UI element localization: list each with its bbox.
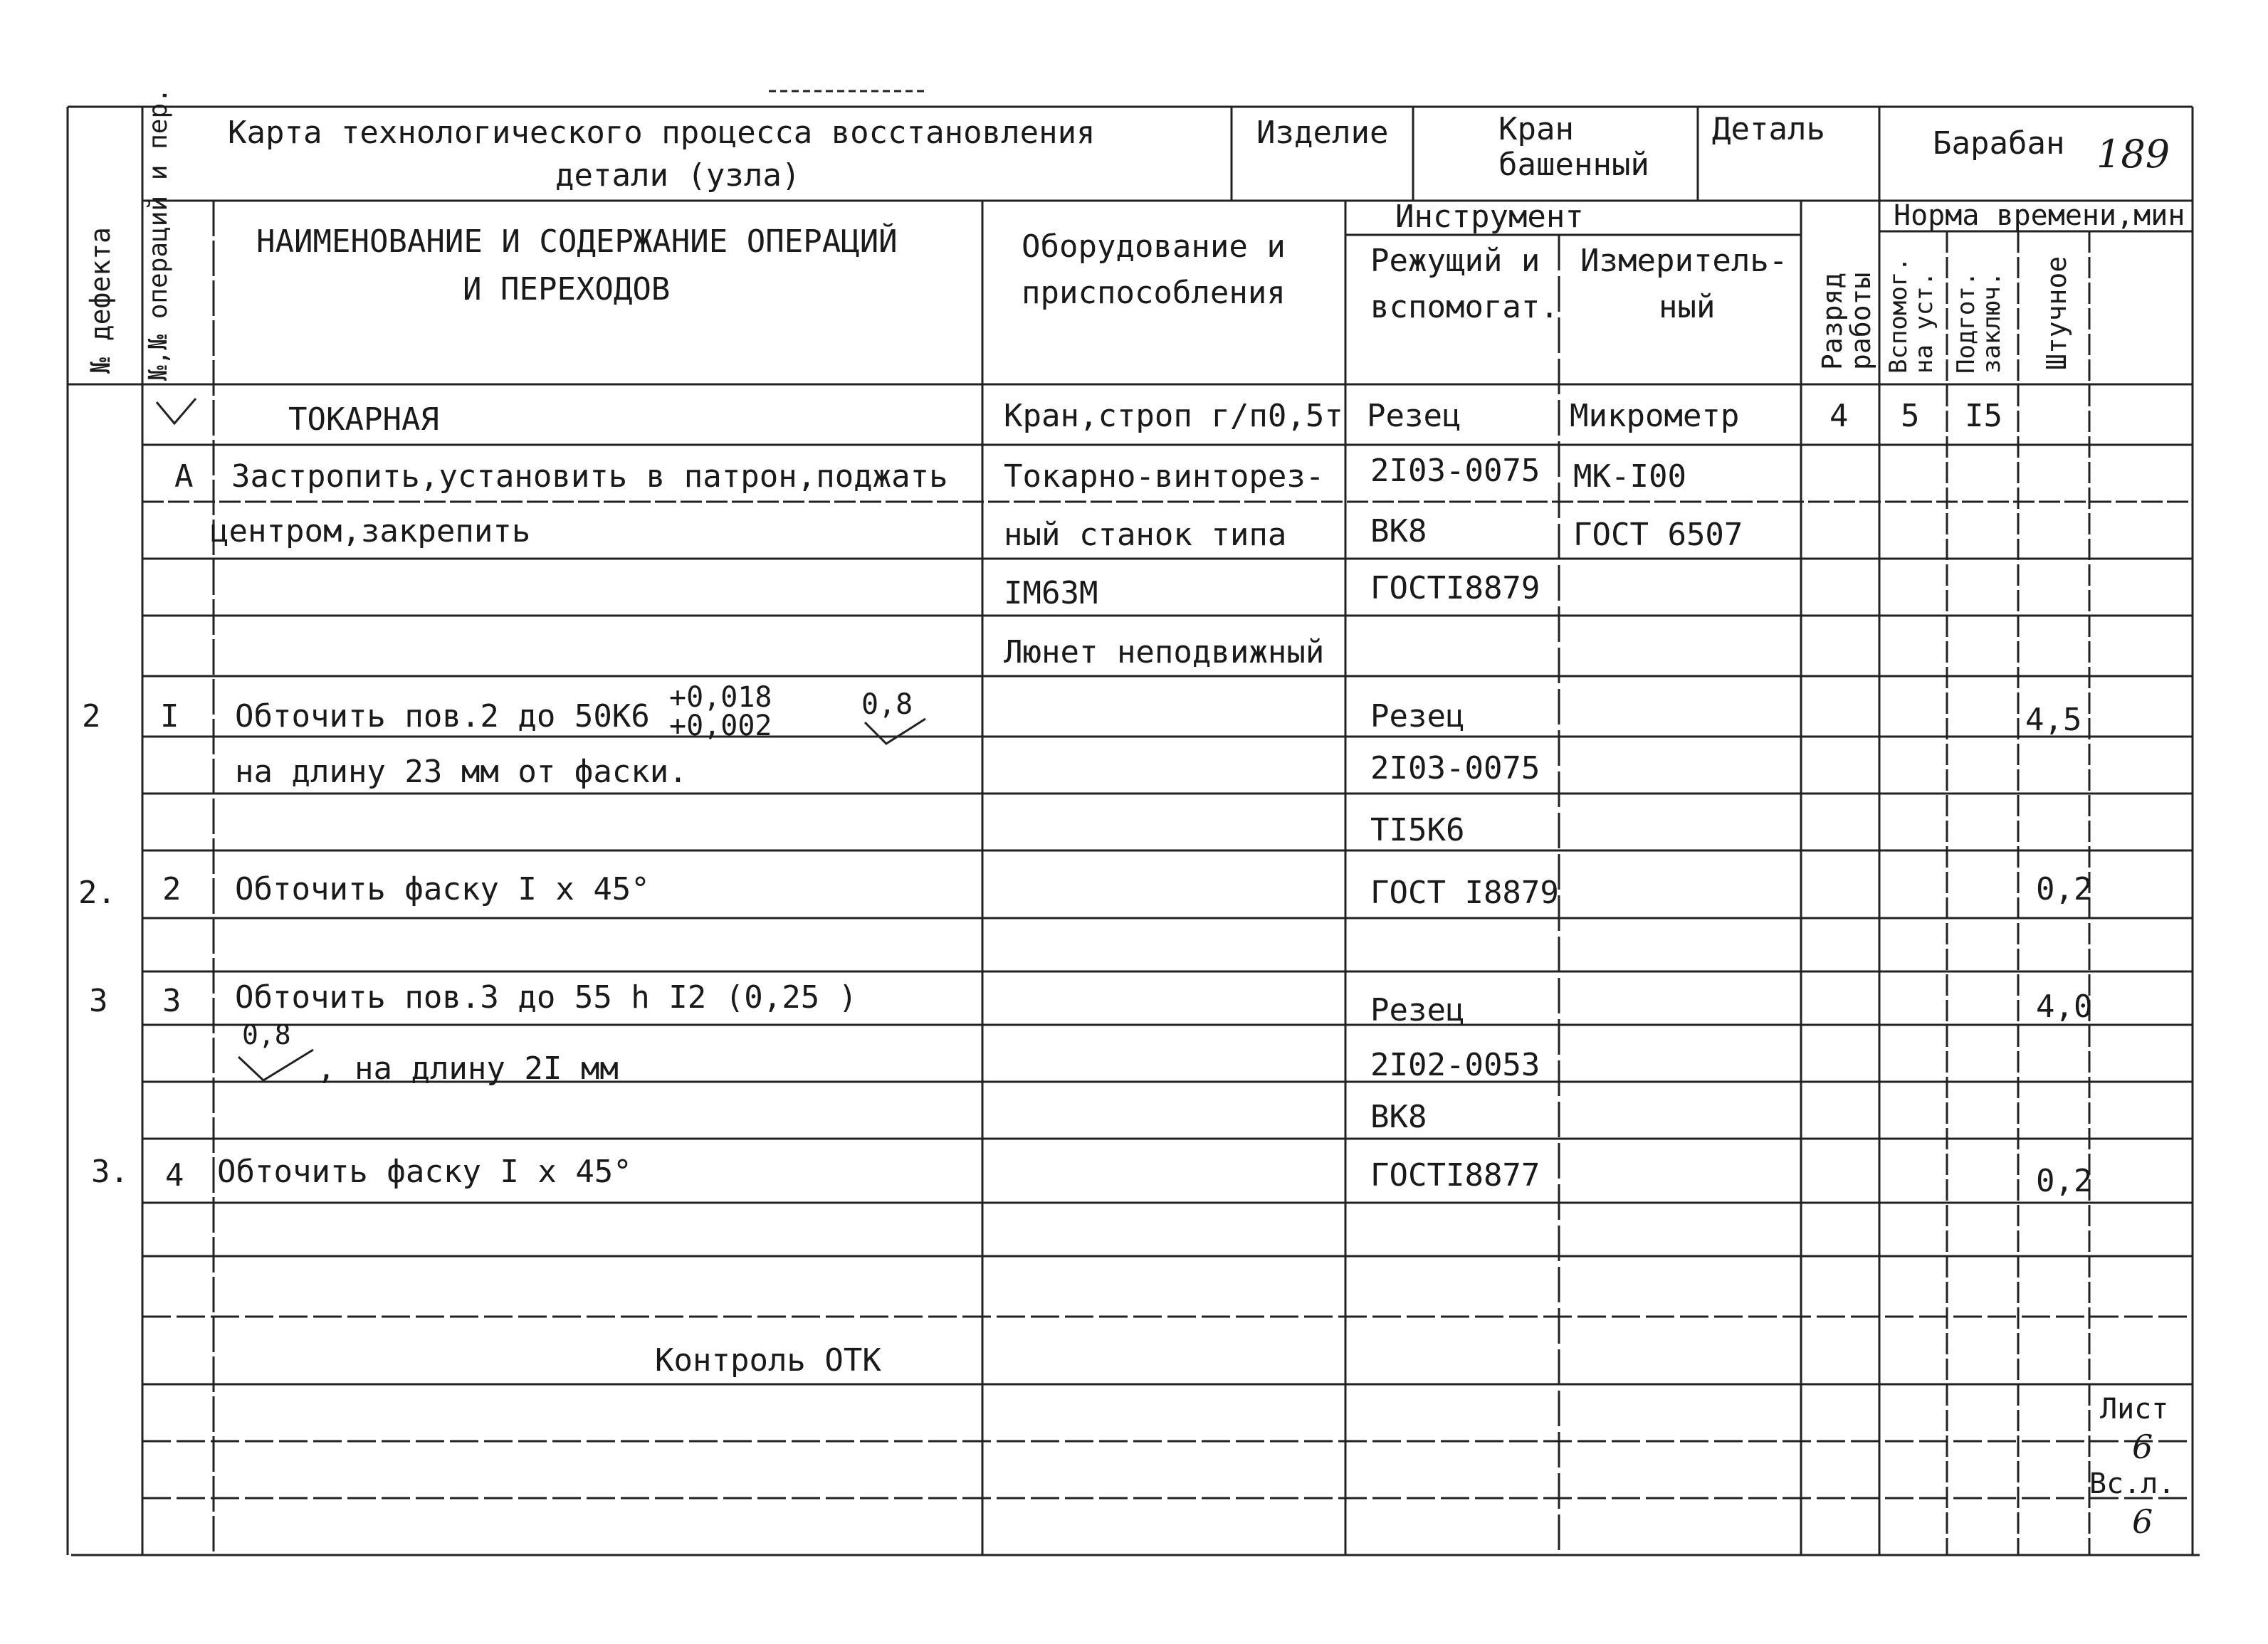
a-text-1: Застропить,установить в патрон,поджать — [231, 458, 948, 495]
s4-piece: 0,2 — [2036, 1163, 2093, 1199]
s3-cut-1: Резец — [1370, 992, 1465, 1028]
s2-piece: 0,2 — [2036, 871, 2093, 907]
s4-text: Обточить фаску I x 45° — [217, 1154, 632, 1190]
s3-cut-3: ВК8 — [1370, 1099, 1427, 1135]
col-defect: № дефекта — [85, 227, 116, 374]
op-measuring: Микрометр — [1570, 398, 1740, 434]
a-eq-4: Люнет неподвижный — [1004, 634, 1325, 670]
op-cutting: Резец — [1367, 398, 1461, 434]
sheet-value: 6 — [2132, 1428, 2153, 1466]
a-cut-2: ВК8 — [1370, 513, 1427, 549]
product-value-2: башенный — [1498, 147, 1649, 183]
s2-num: 2 — [162, 871, 182, 907]
s3-piece: 4,0 — [2036, 989, 2093, 1025]
product-value-1: Кран — [1498, 111, 1574, 147]
col-name-1: НАИМЕНОВАНИЕ И СОДЕРЖАНИЕ ОПЕРАЦИЙ — [256, 223, 898, 260]
a-eq-1: Токарно-винторез- — [1004, 458, 1325, 495]
col-equipment-2: приспособления — [1022, 275, 1286, 311]
s1-text-2: на длину 23 мм от фаски. — [235, 754, 688, 790]
a-eq-3: IМ63М — [1004, 575, 1098, 611]
col-cutting-2: вспомогат. — [1370, 289, 1559, 325]
s4-defect: 3. — [91, 1154, 129, 1190]
product-label: Изделие — [1256, 115, 1389, 151]
a-cut-3: ГОСТI8879 — [1370, 570, 1540, 606]
s3-cut-2: 2I02-0053 — [1370, 1047, 1540, 1083]
col-piece: Штучное — [2041, 255, 2072, 370]
sheet-label: Лист — [2100, 1393, 2169, 1426]
col-op-number: №,№ операций и пер. — [144, 88, 173, 381]
s1-roughness: 0,8 — [861, 688, 913, 721]
roughness-check-1 — [865, 719, 925, 744]
s1-num: I — [160, 698, 179, 734]
a-meas-2: ГОСТ 6507 — [1573, 517, 1743, 553]
part-value: Барабан — [1933, 125, 2065, 162]
op-grade: 4 — [1829, 398, 1849, 434]
col-measuring-1: Измеритель- — [1580, 243, 1788, 279]
s4-num: 4 — [165, 1157, 184, 1194]
s1-tol-lower: +0,002 — [669, 710, 772, 742]
a-eq-2: ный станок типа — [1004, 517, 1287, 553]
s3-text-1: Обточить пов.3 до 55 h I2 (0,25 ) — [235, 979, 858, 1016]
page-number: 189 — [2096, 132, 2170, 176]
s1-piece: 4,5 — [2025, 702, 2082, 738]
s1-text-1: Обточить пов.2 до 50К6 — [235, 698, 650, 734]
s1-cut-3: ТI5К6 — [1370, 812, 1465, 848]
control-label: Контроль ОТК — [655, 1342, 881, 1379]
col-tool: Инструмент — [1395, 199, 1584, 235]
s2-defect: 2. — [78, 875, 116, 911]
s1-defect: 2 — [82, 698, 101, 734]
s2-cut: ГОСТ I8879 — [1370, 875, 1559, 911]
part-label: Деталь — [1712, 111, 1825, 147]
op-name: ТОКАРНАЯ — [288, 401, 439, 438]
op-equipment: Кран,строп г/п0,5т — [1004, 398, 1343, 434]
page-subtitle: детали (узла) — [555, 157, 801, 194]
col-equipment-1: Оборудование и — [1022, 228, 1286, 265]
s2-text: Обточить фаску I x 45° — [235, 871, 650, 907]
col-aux: Вспомог. на уст. — [1884, 257, 1938, 374]
total-label: Вс.л. — [2089, 1468, 2175, 1500]
roughness-check-2 — [238, 1050, 313, 1080]
total-value: 6 — [2132, 1502, 2153, 1541]
s1-cut-2: 2I03-0075 — [1370, 750, 1540, 786]
a-cut-1: 2I03-0075 — [1370, 453, 1540, 489]
a-meas-1: МК-I00 — [1573, 458, 1686, 495]
op-aux: 5 — [1901, 398, 1920, 434]
a-num: А — [174, 458, 194, 495]
s1-cut-1: Резец — [1370, 698, 1465, 734]
col-measuring-2: ный — [1659, 289, 1716, 325]
op-prep: I5 — [1965, 398, 2002, 434]
s1-tol-upper: +0,018 — [669, 681, 772, 714]
col-grade: Разряд работы — [1817, 272, 1876, 370]
col-name-2: И ПЕРЕХОДОВ — [463, 271, 671, 307]
s3-defect: 3 — [89, 983, 108, 1019]
s3-roughness: 0,8 — [242, 1019, 291, 1050]
op-check — [157, 399, 196, 423]
s4-cut: ГОСТI8877 — [1370, 1157, 1540, 1194]
s3-text-2: , на длину 2I мм — [317, 1050, 619, 1087]
s3-num: 3 — [162, 983, 182, 1019]
col-time-norm: Норма времени,мин — [1894, 199, 2185, 232]
col-cutting-1: Режущий и — [1370, 243, 1540, 279]
page-title: Карта технологического процесса восстановления — [228, 115, 1096, 151]
col-prep: Подгот. заключ. — [1952, 271, 2006, 374]
a-text-2: центром,закрепить — [210, 513, 531, 549]
